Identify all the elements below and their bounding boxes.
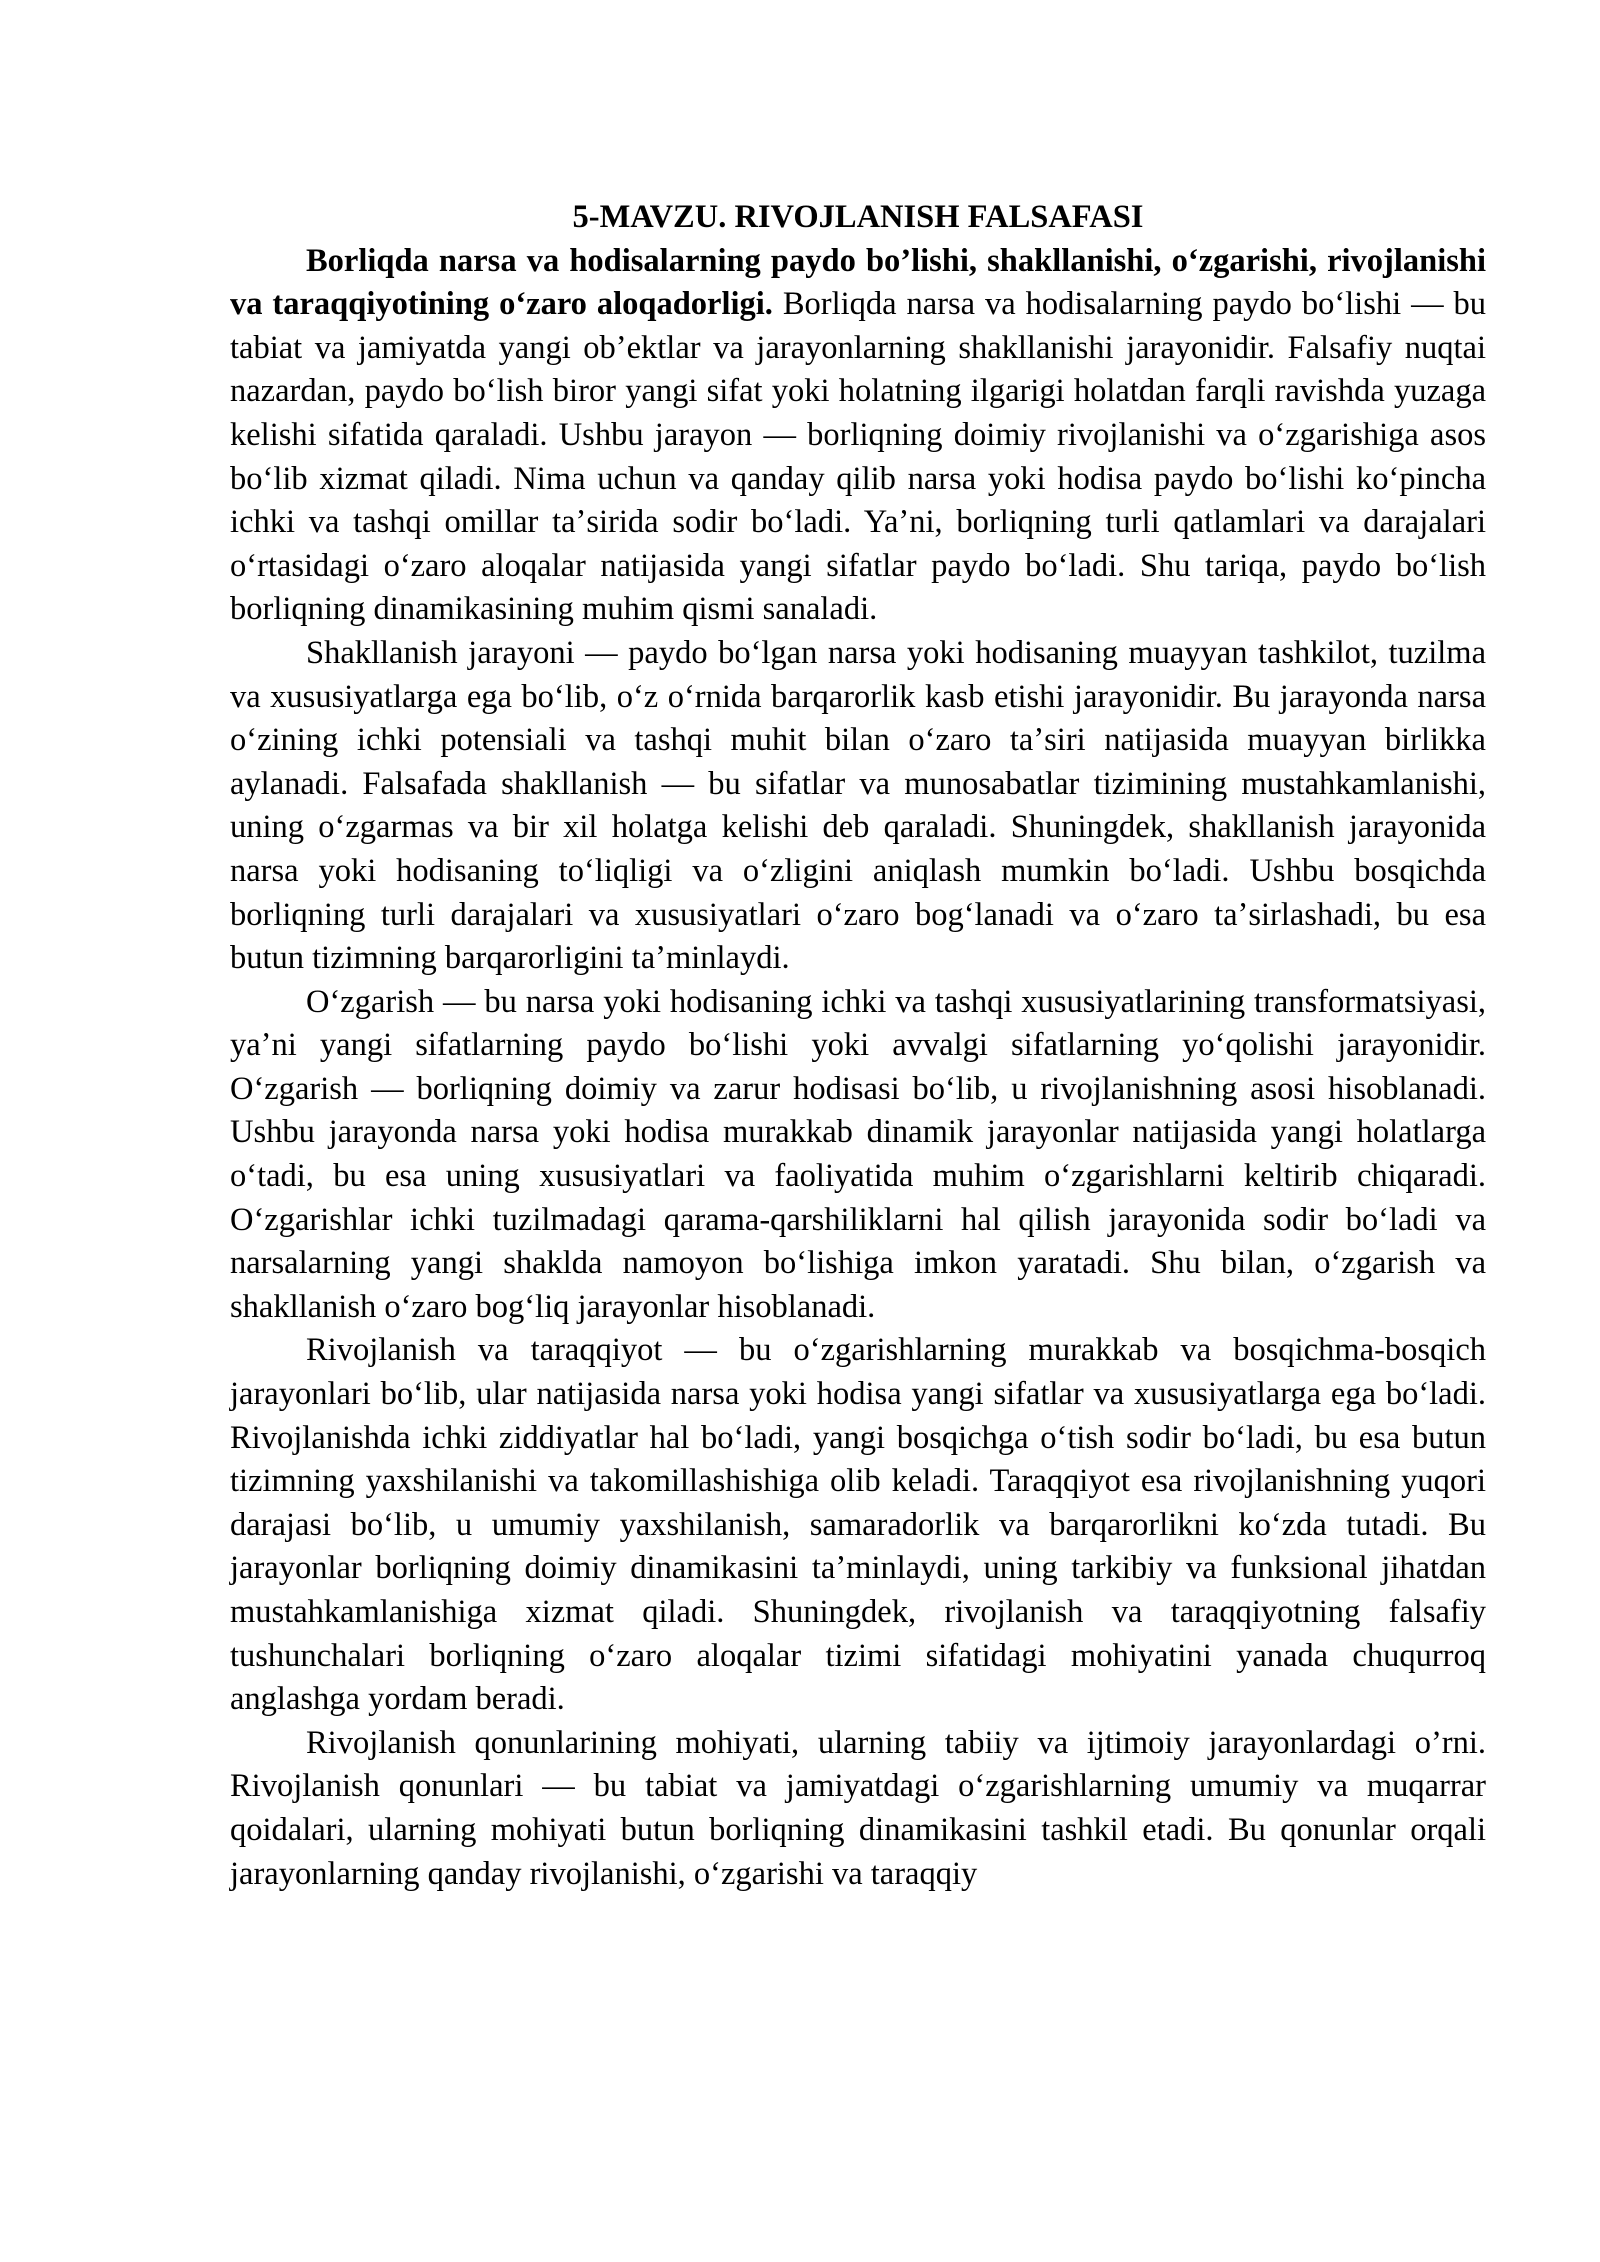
- paragraph-text: Rivojlanish va taraqqiyot — bu oʻzgarishlarning murakkab va bosqichma-bosqich jarayonlari boʻlib, ular natijasida narsa yoki hodisa yangi sifatlar va xususiyatlarga ega boʻladi. Rivojlanishda ichki ziddiyatlar hal boʻladi, yangi bosqichga oʻtish sodir boʻladi, bu esa butun tizimning yaxshilanishi va takomillashishiga olib keladi. Taraqqiyot esa rivojlanishning yuqori darajasi boʻlib, u umumiy yaxshilanish, samaradorlik va barqarorlikni koʻzda tutadi. Bu jarayonlar borliqning doimiy dinamikasini taʼminlaydi, uning tarkibiy va funksional jihatdan mustahkamlanishiga xizmat qiladi. Shuningdek, rivojlanish va taraqqiyotning falsafiy tushunchalari borliqning oʻzaro aloqalar tizimi sifatidagi mohiyatini yanada chuqurroq anglashga yordam beradi.: [230, 1332, 1486, 1718]
- paragraph-text: Oʻzgarish — bu narsa yoki hodisaning ichki va tashqi xususiyatlarining transformatsiyasi, yaʼni yangi sifatlarning paydo boʻlishi yoki avvalgi sifatlarning yoʻqolishi jarayonidir. Oʻzgarish — borliqning doimiy va zarur hodisasi boʻlib, u rivojlanishning asosi hisoblanadi. Ushbu jarayonda narsa yoki hodisa murakkab dinamik jarayonlar natijasida yangi holatlarga oʻtadi, bu esa uning xususiyatlari va faoliyatida muhim oʻzgarishlarni keltirib chiqaradi. Oʻzgarishlar ichki tuzilmadagi qarama-qarshiliklarni hal qilish jarayonida sodir boʻladi va narsalarning yangi shaklda namoyon boʻlishiga imkon yaratadi. Shu bilan, oʻzgarish va shakllanish oʻzaro bogʻliq jarayonlar hisoblanadi.: [230, 983, 1486, 1325]
- paragraph-3: [230, 981, 1486, 1330]
- paragraph-1: [230, 240, 1486, 632]
- paragraph-text: Shakllanish jarayoni — paydo boʻlgan narsa yoki hodisaning muayyan tashkilot, tuzilma va xususiyatlarga ega boʻlib, oʻz oʻrnida barqarorlik kasb etishi jarayonidir. Bu jarayonda narsa oʻzining ichki potensiali va tashqi muhit bilan oʻzaro taʼsiri natijasida muayyan birlikka aylanadi. Falsafada shakllanish — bu sifatlar va munosabatlar tizimining mustahkamlanishi, uning oʻzgarmas va bir xil holatga kelishi deb qaraladi. Shuningdek, shakllanish jarayonida narsa yoki hodisaning toʻliqligi va oʻzligini aniqlash mumkin boʻladi. Ushbu bosqichda borliqning turli darajalari va xususiyatlari oʻzaro bogʻlanadi va oʻzaro taʼsirlashadi, bu esa butun tizimning barqarorligini taʼminlaydi.: [230, 634, 1486, 977]
- paragraph-4: [230, 1329, 1486, 1721]
- paragraph-text: Rivojlanish qonunlarining mohiyati, ularning tabiiy va ijtimoiy jarayonlardagi o’rni. Rivojlanish qonunlari — bu tabiat va jamiyatdagi oʻzgarishlarning umumiy va muqarrar qoidalari, ularning mohiyati butun borliqning dinamikasini tashkil etadi. Bu qonunlar orqali jarayonlarning qanday rivojlanishi, oʻzgarishi va taraqqiy: [230, 1724, 1486, 1892]
- paragraph-5: [230, 1722, 1486, 1896]
- section-heading-lead: Borliqda narsa va hodisalarning paydo bo’lishi, shakllanishi, oʻzgarishi, rivojlanishi va taraqqiyotining oʻzaro aloqadorligi.: [230, 242, 1486, 323]
- document-title: 5-MAVZU. RIVOJLANISH FALSAFASI: [572, 199, 1144, 235]
- paragraph-text: Borliqda narsa va hodisalarning paydo boʻlishi — bu tabiat va jamiyatda yangi obʼektlar va jarayonlarning shakllanishi jarayonidir. Falsafiy nuqtai nazardan, paydo boʻlish biror yangi sifat yoki holatning ilgarigi holatdan farqli ravishda yuzaga kelishi sifatida qaraladi. Ushbu jarayon — borliqning doimiy rivojlanishi va oʻzgarishiga asos boʻlib xizmat qiladi. Nima uchun va qanday qilib narsa yoki hodisa paydo boʻlishi koʻpincha ichki va tashqi omillar taʼsirida sodir boʻladi. Yaʼni, borliqning turli qatlamlari va darajalari oʻrtasidagi oʻzaro aloqalar natijasida yangi sifatlar paydo boʻladi. Shu tariqa, paydo boʻlish borliqning dinamikasining muhim qismi sanaladi.: [230, 286, 1486, 628]
- paragraph-2: [230, 632, 1486, 981]
- document-page: [230, 196, 1486, 1896]
